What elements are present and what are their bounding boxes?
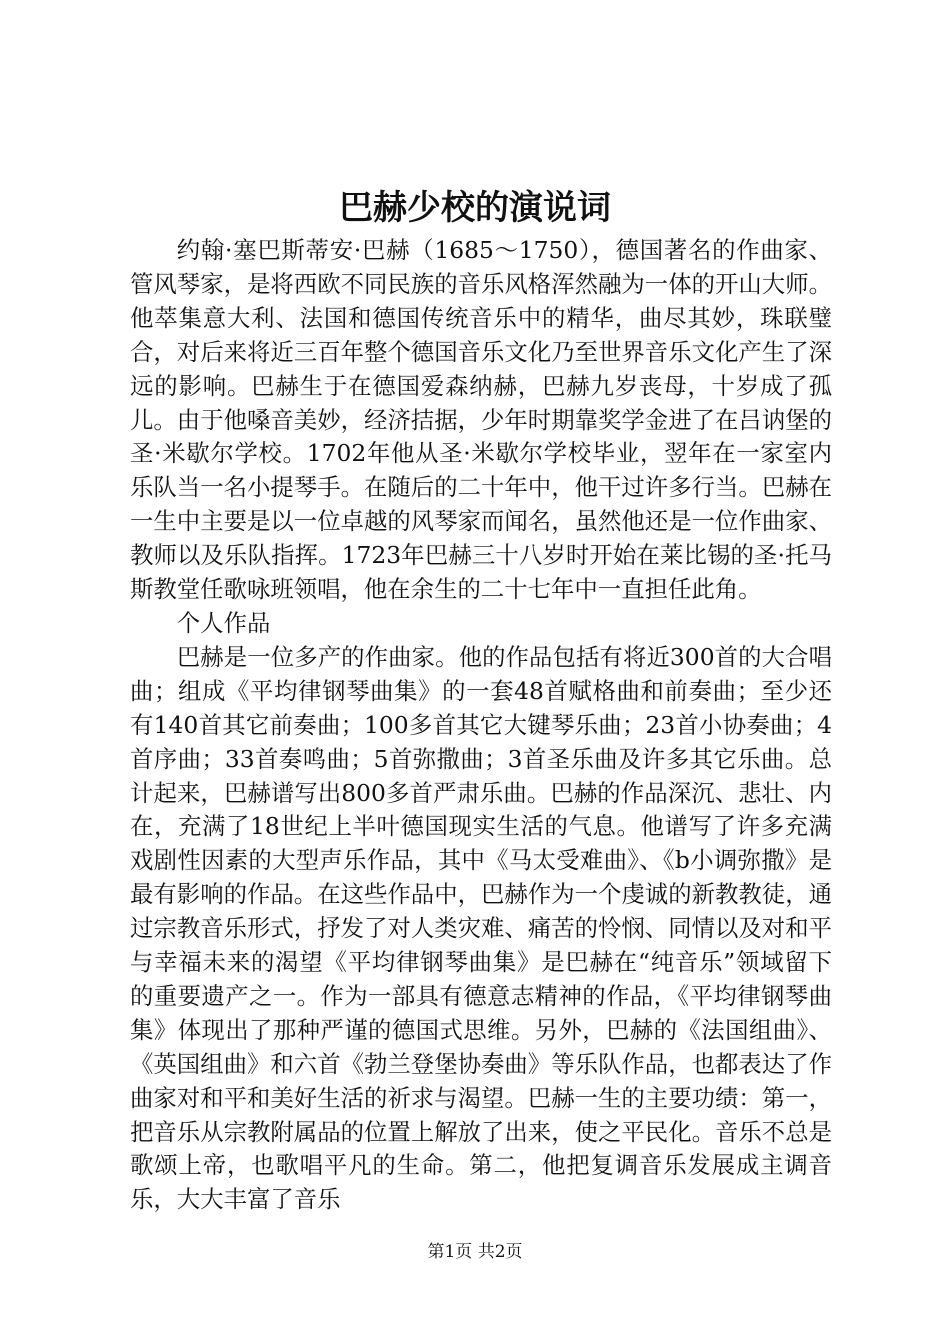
intro-paragraph: 约翰·塞巴斯蒂安·巴赫（1685～1750），德国著名的作曲家、管风琴家，是将西欧不同民族的音乐风格浑然融为一体的开山大师。他萃集意大利、法国和德国传统音乐中的精华，曲尽其妙，珠联璧合，对后来将近三百年整个德国音乐文化乃至世界音乐文化产生了深远的影响。巴赫生于在德国爱森纳赫，巴赫九岁丧母，十岁成了孤儿。由于他嗓音美妙，经济拮据，少年时期靠奖学金进了在吕讷堡的圣·米歇尔学校。1702年他从圣·米歇尔学校毕业，翌年在一家室内乐队当一名小提琴手。在随后的二十年中，他干过许多行当。巴赫在一生中主要是以一位卓越的风琴家而闻名，虽然他还是一位作曲家、教师以及乐队指挥。1723年巴赫三十八岁时开始在莱比锡的圣·托马斯教堂任歌咏班领唱，他在余生的二十七年中一直担任此角。 bbox=[130, 236, 832, 604]
page-indicator: 第1页 共2页 bbox=[427, 1242, 523, 1262]
document-title: 巴赫少校的演说词 bbox=[339, 188, 611, 228]
works-paragraph: 巴赫是一位多产的作曲家。他的作品包括有将近300首的大合唱曲；组成《平均律钢琴曲集》的一套48首赋格曲和前奏曲；至少还有140首其它前奏曲；100多首其它大键琴乐曲；23首小协奏曲；4首序曲；33首奏鸣曲；5首弥撒曲；3首圣乐曲及许多其它乐曲。总计起来，巴赫谱写出800多首严肃乐曲。巴赫的作品深沉、悲壮、内在，充满了18世纪上半叶德国现实生活的气息。他谱写了许多充满戏剧性因素的大型声乐作品，其中《马太受难曲》、《b小调弥撒》是最有影响的作品。在这些作品中，巴赫作为一个虔诚的新教教徒，通过宗教音乐形式，抒发了对人类灾难、痛苦的怜悯、同情以及对和平与幸福未来的渴望《平均律钢琴曲集》是巴赫在“纯音乐”领域留下的重要遗产之一。作为一部具有德意志精神的作品，《平均律钢琴曲集》体现出了那种严谨的德国式思维。另外，巴赫的《法国组曲》、《英国组曲》和六首《勃兰登堡协奏曲》等乐队作品，也都表达了作曲家对和平和美好生活的祈求与渴望。巴赫一生的主要功绩：第一，把音乐从宗教附属品的位置上解放了出来，使之平民化。音乐不总是歌颂上帝，也歌唱平凡的生命。第二，他把复调音乐发展成主调音乐，大大丰富了音乐 bbox=[130, 642, 832, 1214]
page-footer bbox=[0, 1240, 950, 1264]
section-heading: 个人作品 bbox=[176, 608, 271, 637]
document-body bbox=[130, 234, 832, 1217]
